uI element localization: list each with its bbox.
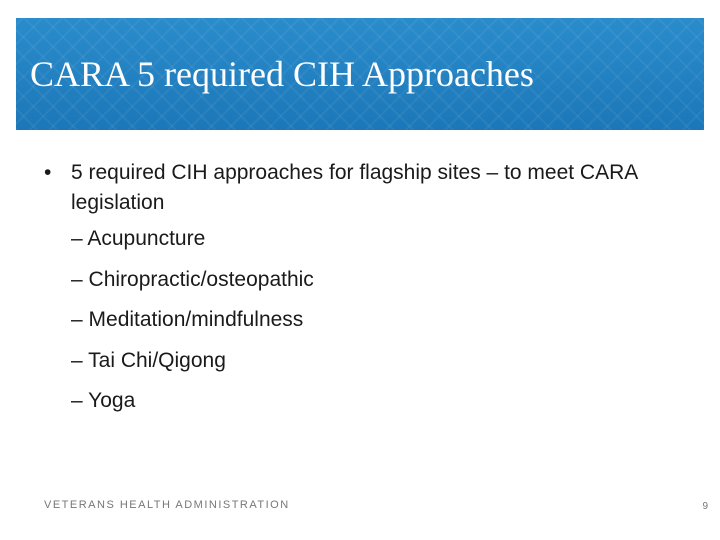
page-number: 9: [702, 501, 708, 512]
slide-body: [44, 158, 664, 427]
dash-icon: –: [71, 227, 83, 250]
approach-item-meditation: [71, 305, 664, 335]
approach-item-chiropractic: [71, 265, 664, 295]
main-bullet: [44, 158, 664, 218]
approach-item-tai-chi: [71, 346, 664, 376]
approach-list: [44, 224, 664, 416]
approach-label: Yoga: [88, 389, 136, 412]
dash-icon: –: [71, 267, 83, 291]
approach-label: Meditation/mindfulness: [88, 308, 304, 331]
footer-organization: VETERANS HEALTH ADMINISTRATION: [44, 499, 290, 511]
main-bullet-text: 5 required CIH approaches for flagship sites – to meet CARA legislation: [71, 161, 638, 214]
approach-label: Tai Chi/Qigong: [88, 348, 226, 372]
approach-item-yoga: [71, 386, 664, 416]
slide-title: CARA 5 required CIH Approaches: [30, 54, 534, 94]
approach-label: Chiropractic/osteopathic: [88, 267, 314, 291]
dash-icon: –: [71, 308, 83, 331]
approach-label: Acupuncture: [87, 227, 206, 250]
dash-icon: –: [71, 389, 83, 412]
dash-icon: –: [71, 348, 83, 372]
bullet-icon: •: [44, 161, 52, 184]
approach-item-acupuncture: [71, 224, 664, 254]
